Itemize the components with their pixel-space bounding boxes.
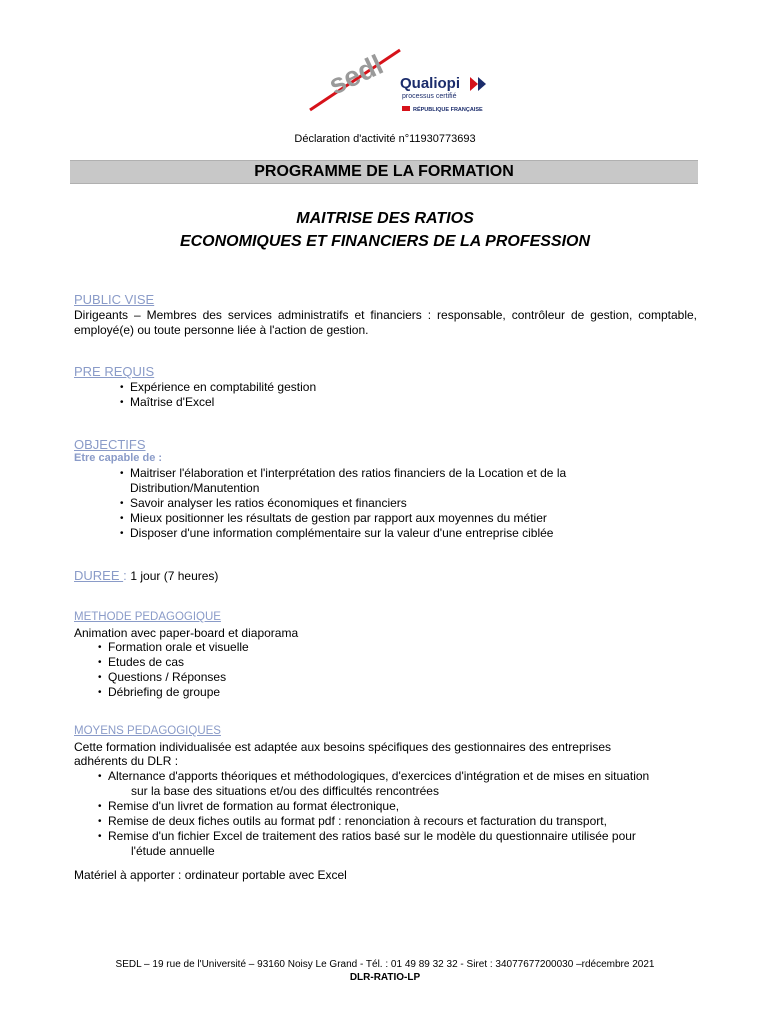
list-item (98, 829, 649, 859)
list-item: • Maîtrise d'Excel (120, 395, 316, 410)
methode-list (98, 640, 249, 700)
prerequis-list (120, 380, 316, 410)
duree-separator: : (123, 568, 127, 583)
list-item: • Etudes de cas (98, 655, 249, 670)
list-item-continuation: l'étude annuelle (131, 844, 215, 858)
list-item: • Disposer d'une information complémentaire sur la valeur d'une entreprise ciblée (120, 526, 620, 541)
list-item-line: • Remise d'un livret de formation au format électronique, (108, 799, 400, 813)
objectifs-list (120, 466, 620, 541)
flag-icon (402, 106, 410, 111)
list-item: • Débriefing de groupe (98, 685, 249, 700)
qualiopi-wordmark: Qualiopi (400, 75, 460, 92)
footer-reference: DLR-RATIO-LP (349, 972, 421, 983)
page-title: PROGRAMME DE LA FORMATION (70, 160, 698, 184)
footer-address: SEDL – 19 rue de l'Université – 93160 Noisy Le Grand - Tél. : 01 49 89 32 32 - Siret : 34077677200030 –rdécembre 2021 (115, 959, 655, 970)
duree-row (74, 568, 218, 583)
list-item: • Savoir analyser les ratios économiques et financiers (120, 496, 620, 511)
list-item: • Maitriser l'élaboration et l'interprétation des ratios financiers de la Location et de la Distribution/Manutention (120, 466, 620, 496)
declaration-activite: Déclaration d'activité n°11930773693 (294, 133, 476, 145)
moyens-list (98, 769, 649, 859)
qualiopi-arrow-navy-icon (478, 77, 486, 91)
moyens-intro-line-1: Cette formation individualisée est adaptée aux besoins spécifiques des gestionnaires des entreprises (74, 740, 611, 754)
moyens-intro-line-2: adhérents du DLR : (74, 754, 179, 768)
duree-value: 1 jour (7 heures) (130, 569, 219, 583)
list-item: • Formation orale et visuelle (98, 640, 249, 655)
list-item-line: • Alternance d'apports théoriques et méthodologiques, d'exercices d'intégration et de mises en situation (108, 769, 650, 783)
header-logos (300, 40, 500, 120)
list-item: • Mieux positionner les résultats de gestion par rapport aux moyennes du métier (120, 511, 620, 526)
sedl-wordmark: sedl (323, 48, 388, 101)
subtitle-line-1: MAITRISE DES RATIOS (296, 210, 474, 227)
list-item: • Questions / Réponses (98, 670, 249, 685)
objectifs-subheading: Etre capable de : (74, 452, 163, 464)
list-item: • Expérience en comptabilité gestion (120, 380, 316, 395)
public-vise-heading: PUBLIC VISE (74, 292, 155, 307)
public-vise-text: Dirigeants – Membres des services administratifs et financiers : responsable, contrôleur de gestion, comptable, employé(e) ou toute personne liée à l'action de gestion. (74, 308, 697, 337)
list-item-continuation: sur la base des situations et/ou des difficultés rencontrées (131, 784, 439, 798)
sedl-logo (300, 40, 500, 120)
qualiopi-arrow-red-icon (470, 77, 478, 91)
materiel-text: Matériel à apporter : ordinateur portable avec Excel (74, 868, 347, 882)
duree-heading: DUREE (74, 568, 124, 583)
objectifs-heading: OBJECTIFS (74, 437, 146, 452)
methode-intro: Animation avec paper-board et diaporama (74, 626, 299, 640)
list-item (98, 814, 649, 829)
subtitle-line-2: ECONOMIQUES ET FINANCIERS DE LA PROFESSION (179, 233, 591, 250)
list-item (98, 769, 649, 799)
moyens-heading: MOYENS PEDAGOGIQUES (74, 725, 221, 737)
list-item-line: • Remise de deux fiches outils au format pdf : renonciation à recours et facturation du transport, (108, 814, 607, 828)
qualiopi-subtitle: processus certifié (402, 93, 457, 100)
list-item (98, 799, 649, 814)
list-item-line: • Remise d'un fichier Excel de traitement des ratios basé sur le modèle du questionnaire utilisée pour (108, 829, 636, 843)
republique-label: RÉPUBLIQUE FRANÇAISE (413, 107, 483, 113)
prerequis-heading: PRE REQUIS (74, 364, 155, 379)
methode-heading: METHODE PEDAGOGIQUE (74, 611, 221, 623)
